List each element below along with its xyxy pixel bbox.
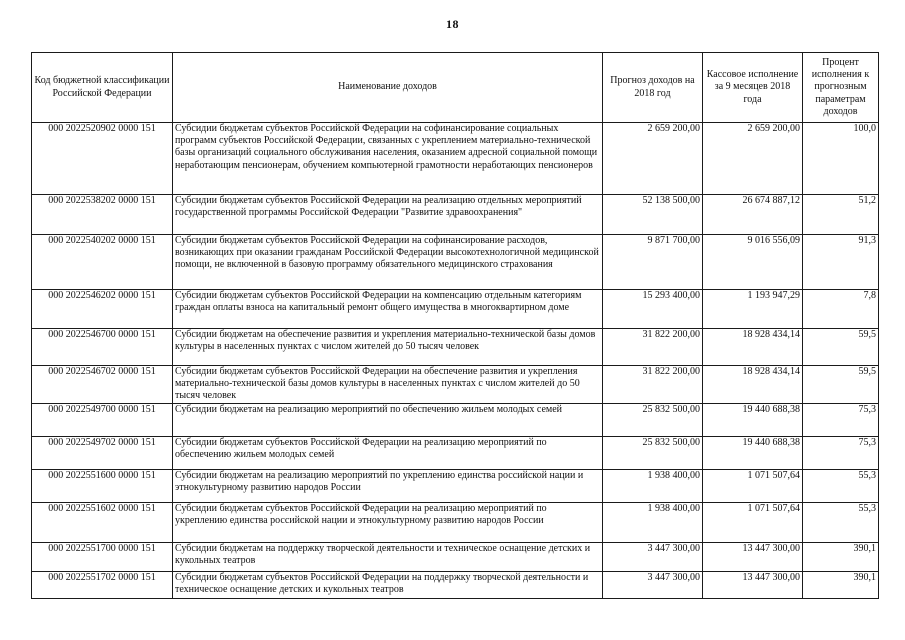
row-percent-cell: 59,5 xyxy=(803,366,879,404)
row-percent-cell: 7,8 xyxy=(803,290,879,329)
header-name: Наименование доходов xyxy=(173,53,603,123)
table-row xyxy=(32,542,879,571)
header-code: Код бюджетной классификации Российской Федерации xyxy=(32,53,173,123)
table-row xyxy=(32,436,879,469)
row-cash-cell: 1 071 507,64 xyxy=(703,502,803,542)
row-cash-cell: 18 928 434,14 xyxy=(703,366,803,404)
row-code-cell: 000 2022538202 0000 151 xyxy=(32,195,173,235)
row-percent-cell: 91,3 xyxy=(803,235,879,290)
row-forecast-cell: 15 293 400,00 xyxy=(603,290,703,329)
row-percent-cell: 390,1 xyxy=(803,542,879,571)
row-forecast-cell: 25 832 500,00 xyxy=(603,403,703,436)
row-code-cell: 000 2022546202 0000 151 xyxy=(32,290,173,329)
page-number: 18 xyxy=(446,17,459,31)
row-code-cell: 000 2022540202 0000 151 xyxy=(32,235,173,290)
row-name-cell: Субсидии бюджетам на реализацию мероприятий по укреплению единства российской нации и этнокультурному развитию народов России xyxy=(173,469,603,502)
row-cash-cell: 1 193 947,29 xyxy=(703,290,803,329)
row-percent-cell: 59,5 xyxy=(803,329,879,366)
row-percent-cell: 55,3 xyxy=(803,469,879,502)
table-row xyxy=(32,571,879,598)
row-code-cell: 000 2022520902 0000 151 xyxy=(32,123,173,195)
row-percent-cell: 51,2 xyxy=(803,195,879,235)
row-forecast-cell: 3 447 300,00 xyxy=(603,571,703,598)
row-forecast-cell: 2 659 200,00 xyxy=(603,123,703,195)
row-cash-cell: 2 659 200,00 xyxy=(703,123,803,195)
row-name-cell: Субсидии бюджетам субъектов Российской Федерации на компенсацию отдельным категориям граждан оплаты взноса на капитальный ремонт общего имущества в многоквартирном доме xyxy=(173,290,603,329)
header-cash: Кассовое исполнение за 9 месяцев 2018 года xyxy=(703,53,803,123)
row-name-cell: Субсидии бюджетам субъектов Российской Федерации на поддержку творческой деятельности и техническое оснащение детских и кукольных театров xyxy=(173,571,603,598)
row-cash-cell: 26 674 887,12 xyxy=(703,195,803,235)
row-name-cell: Субсидии бюджетам субъектов Российской Федерации на обеспечение развития и укрепления материально-технической базы домов культуры в населенных пунктах с числом жителей до 50 тысяч человек xyxy=(173,366,603,404)
row-percent-cell: 100,0 xyxy=(803,123,879,195)
row-cash-cell: 9 016 556,09 xyxy=(703,235,803,290)
row-percent-cell: 390,1 xyxy=(803,571,879,598)
row-code-cell: 000 2022549702 0000 151 xyxy=(32,436,173,469)
row-cash-cell: 18 928 434,14 xyxy=(703,329,803,366)
row-forecast-cell: 31 822 200,00 xyxy=(603,329,703,366)
row-code-cell: 000 2022551702 0000 151 xyxy=(32,571,173,598)
table-row xyxy=(32,469,879,502)
row-code-cell: 000 2022546702 0000 151 xyxy=(32,366,173,404)
row-percent-cell: 75,3 xyxy=(803,436,879,469)
table-row xyxy=(32,290,879,329)
row-forecast-cell: 31 822 200,00 xyxy=(603,366,703,404)
row-name-cell: Субсидии бюджетам субъектов Российской Федерации на софинансирование расходов, возникающих при оказании гражданам Российской Федерации высокотехнологичной медицинской помощи, не включенной в базовую программу обязательного медицинского страхования xyxy=(173,235,603,290)
row-forecast-cell: 52 138 500,00 xyxy=(603,195,703,235)
table-row xyxy=(32,403,879,436)
row-cash-cell: 13 447 300,00 xyxy=(703,571,803,598)
table-header-row xyxy=(32,53,879,123)
row-cash-cell: 1 071 507,64 xyxy=(703,469,803,502)
row-code-cell: 000 2022551602 0000 151 xyxy=(32,502,173,542)
row-forecast-cell: 1 938 400,00 xyxy=(603,469,703,502)
row-name-cell: Субсидии бюджетам субъектов Российской Федерации на реализацию мероприятий по укреплению единства российской нации и этнокультурному развитию народов России xyxy=(173,502,603,542)
row-code-cell: 000 2022551600 0000 151 xyxy=(32,469,173,502)
revenue-table xyxy=(31,52,879,599)
table-row xyxy=(32,502,879,542)
row-forecast-cell: 3 447 300,00 xyxy=(603,542,703,571)
header-forecast: Прогноз доходов на 2018 год xyxy=(603,53,703,123)
row-percent-cell: 55,3 xyxy=(803,502,879,542)
row-forecast-cell: 1 938 400,00 xyxy=(603,502,703,542)
row-code-cell: 000 2022546700 0000 151 xyxy=(32,329,173,366)
row-cash-cell: 13 447 300,00 xyxy=(703,542,803,571)
table-row xyxy=(32,329,879,366)
table-row xyxy=(32,366,879,404)
row-cash-cell: 19 440 688,38 xyxy=(703,403,803,436)
row-percent-cell: 75,3 xyxy=(803,403,879,436)
table-row xyxy=(32,123,879,195)
row-name-cell: Субсидии бюджетам субъектов Российской Федерации на реализацию отдельных мероприятий государственной программы Российской Федерации "Развитие здравоохранения" xyxy=(173,195,603,235)
table-body xyxy=(32,123,879,599)
row-forecast-cell: 25 832 500,00 xyxy=(603,436,703,469)
table-row xyxy=(32,235,879,290)
row-code-cell: 000 2022549700 0000 151 xyxy=(32,403,173,436)
row-name-cell: Субсидии бюджетам на обеспечение развития и укрепления материально-технической базы домов культуры в населенных пунктах с числом жителей до 50 тысяч человек xyxy=(173,329,603,366)
table-row xyxy=(32,195,879,235)
row-name-cell: Субсидии бюджетам субъектов Российской Федерации на софинансирование социальных программ субъектов Российской Федерации, связанных с укреплением материально-технической базы организаций социального обслуживания населения, оказанием адресной социальной помощи неработающим пенсионерам, обучением компьютерной грамотности неработающих пенсионеров xyxy=(173,123,603,195)
row-name-cell: Субсидии бюджетам субъектов Российской Федерации на реализацию мероприятий по обеспечению жильем молодых семей xyxy=(173,436,603,469)
row-name-cell: Субсидии бюджетам на реализацию мероприятий по обеспечению жильем молодых семей xyxy=(173,403,603,436)
row-cash-cell: 19 440 688,38 xyxy=(703,436,803,469)
header-percent: Процент исполнения к прогнозным параметрам доходов xyxy=(803,53,879,123)
row-forecast-cell: 9 871 700,00 xyxy=(603,235,703,290)
row-name-cell: Субсидии бюджетам на поддержку творческой деятельности и техническое оснащение детских и кукольных театров xyxy=(173,542,603,571)
row-code-cell: 000 2022551700 0000 151 xyxy=(32,542,173,571)
